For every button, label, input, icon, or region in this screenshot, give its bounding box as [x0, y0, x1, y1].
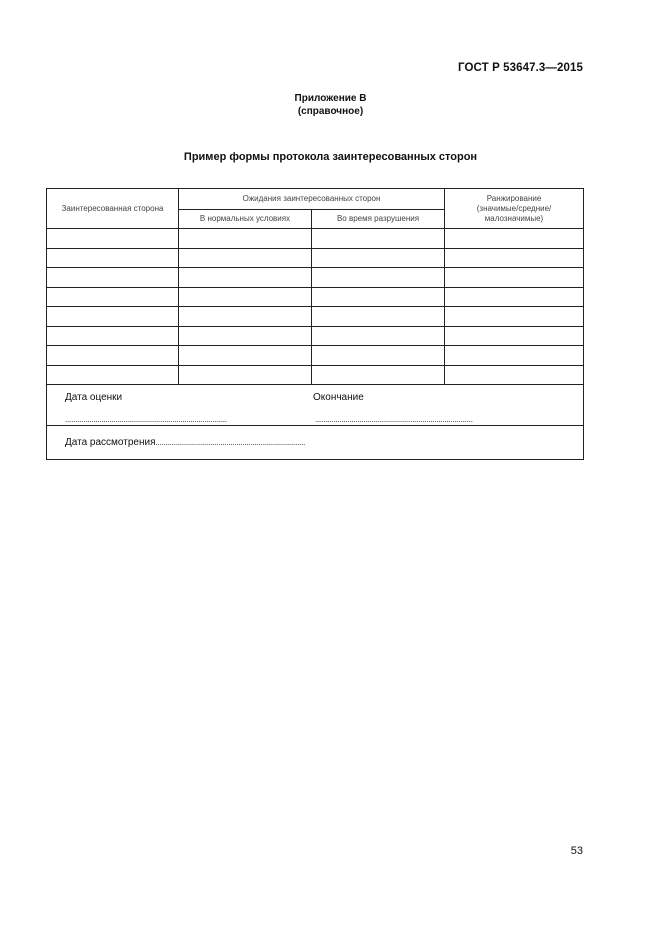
- table-cell[interactable]: [179, 268, 312, 288]
- header-ranking-line2: (значимые/средние/: [476, 203, 552, 213]
- table-cell[interactable]: [179, 307, 312, 327]
- assessment-date-field[interactable]: ................................................................................: [65, 415, 227, 424]
- header-expectations: Ожидания заинтересованных сторон: [179, 189, 445, 210]
- table-cell[interactable]: [47, 346, 179, 366]
- review-line: [47, 437, 583, 448]
- end-label: Окончание: [313, 392, 364, 403]
- table-row: [47, 268, 584, 288]
- table-cell[interactable]: [47, 268, 179, 288]
- table-cell[interactable]: [179, 287, 312, 307]
- table-cell[interactable]: [312, 268, 445, 288]
- table-cell[interactable]: [445, 268, 584, 288]
- header-ranking-line1: Ранжирование: [486, 193, 542, 203]
- appendix-subtitle: (справочное): [297, 106, 364, 117]
- table-cell[interactable]: [312, 229, 445, 249]
- table-cell[interactable]: [312, 307, 445, 327]
- table-cell[interactable]: [445, 287, 584, 307]
- table-row: [47, 326, 584, 346]
- table-cell[interactable]: [312, 346, 445, 366]
- table-cell[interactable]: [47, 287, 179, 307]
- review-date-field[interactable]: ..........................................................................: [155, 438, 306, 447]
- footer-review-row: [47, 426, 584, 460]
- table-row: [47, 365, 584, 385]
- table-cell[interactable]: [445, 307, 584, 327]
- table-row: [47, 229, 584, 249]
- table-cell[interactable]: [445, 229, 584, 249]
- table-cell[interactable]: [445, 346, 584, 366]
- review-date-label: Дата рассмотрения: [65, 437, 156, 448]
- table-cell[interactable]: [179, 365, 312, 385]
- table-cell[interactable]: [47, 365, 179, 385]
- table-cell[interactable]: [179, 346, 312, 366]
- table-cell[interactable]: [312, 326, 445, 346]
- stakeholder-protocol-table: [46, 188, 584, 460]
- table-row: [47, 287, 584, 307]
- table-cell[interactable]: [445, 248, 584, 268]
- page-number: 53: [570, 845, 583, 857]
- table-cell[interactable]: [445, 326, 584, 346]
- table-row: [47, 307, 584, 327]
- header-ranking: [445, 189, 584, 229]
- table-cell[interactable]: [47, 248, 179, 268]
- assessment-date-label: Дата оценки: [65, 392, 123, 403]
- table-row: [47, 248, 584, 268]
- table-cell[interactable]: [312, 248, 445, 268]
- table-cell[interactable]: [312, 365, 445, 385]
- table-cell[interactable]: [47, 229, 179, 249]
- appendix-title: Приложение В: [294, 93, 367, 104]
- header-during-destruction: Во время разрушения: [312, 210, 445, 229]
- table-cell[interactable]: [179, 229, 312, 249]
- document-code: ГОСТ Р 53647.3—2015: [458, 62, 583, 74]
- header-ranking-line3: малозначимые): [484, 213, 544, 223]
- table-cell[interactable]: [47, 307, 179, 327]
- end-date-field[interactable]: ..............................................................................: [315, 415, 473, 424]
- table-cell[interactable]: [179, 326, 312, 346]
- header-normal-conditions: В нормальных условиях: [179, 210, 312, 229]
- table-cell[interactable]: [312, 287, 445, 307]
- table-row: [47, 346, 584, 366]
- form-title: Пример формы протокола заинтересованных сторон: [183, 151, 478, 163]
- header-party: Заинтересованная сторона: [47, 189, 179, 229]
- table-cell[interactable]: [179, 248, 312, 268]
- footer-dates-cell: [47, 385, 584, 426]
- table-cell[interactable]: [445, 365, 584, 385]
- footer-dates-row: [47, 385, 584, 426]
- footer-review-cell: [47, 426, 584, 460]
- table-cell[interactable]: [47, 326, 179, 346]
- appendix-heading: [0, 92, 661, 118]
